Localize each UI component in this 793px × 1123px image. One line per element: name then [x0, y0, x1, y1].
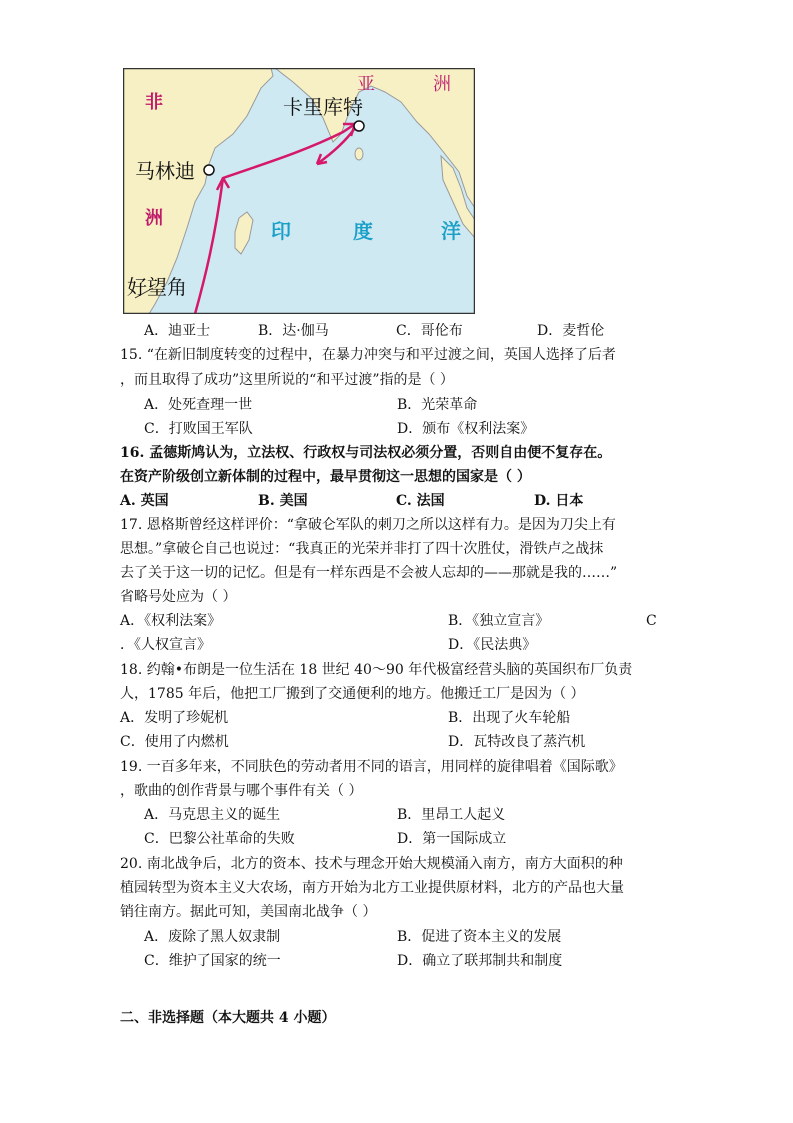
sri-lanka: [355, 148, 363, 160]
q19-option-a: A．马克思主义的诞生: [144, 807, 281, 823]
label-asia-2: 洲: [433, 74, 451, 95]
q20-option-b: B．促进了资本主义的发展: [397, 929, 562, 945]
label-indian-1: 印: [271, 219, 291, 243]
q16-stem-line2: 在资产阶级创立新体制的过程中，最早贯彻这一思想的国家是（ ）: [120, 469, 531, 485]
q17-option-b: B．《独立宣言》: [448, 613, 550, 629]
q16-stem-line1: 16. 孟德斯鸠认为，立法权、行政权与司法权必须分置，否则自由便不复存在。: [120, 445, 612, 461]
q14-option-b: B．达·伽马: [258, 323, 329, 339]
label-indian-2: 度: [353, 219, 373, 243]
q17-option-a: A．《权利法案》: [120, 613, 222, 629]
label-indian-3: 洋: [441, 219, 461, 243]
q18-option-d: D．瓦特改良了蒸汽机: [448, 734, 586, 750]
q15-option-c: C．打败国王军队: [144, 421, 253, 437]
q18-stem-line1: 18. 约翰•布朗是一位生活在 18 世纪 40～90 年代极富经营头脑的英国织布厂负责: [120, 662, 633, 678]
q19-option-d: D．第一国际成立: [397, 831, 507, 847]
q20-option-d: D．确立了联邦制共和制度: [397, 953, 563, 969]
q20-option-a: A．废除了黑人奴隶制: [144, 929, 281, 945]
label-malindi: 马林迪: [135, 159, 195, 183]
route-map: [123, 68, 475, 314]
calicut-marker: [354, 121, 364, 131]
q16-option-c: C. 法国: [396, 493, 445, 509]
q14-option-c: C．哥伦布: [396, 323, 463, 339]
q18-option-a: A．发明了珍妮机: [120, 710, 229, 726]
q15-stem-line2: ，而且取得了成功”这里所说的“和平过渡”指的是（ ）: [120, 372, 454, 388]
q18-stem-line2: 人，1785 年后，他把工厂搬到了交通便利的地方。他搬迁工厂是因为（ ）: [120, 686, 585, 702]
q19-option-c: C．巴黎公社革命的失败: [144, 831, 295, 847]
q15-stem-line1: 15. “在新旧制度转变的过程中，在暴力冲突与和平过渡之间，英国人选择了后者: [120, 347, 616, 363]
section-two-title: 二、非选择题（本大题共 4 小题）: [120, 1010, 336, 1026]
map-svg: [123, 68, 475, 314]
q20-option-c: C．维护了国家的统一: [144, 953, 281, 969]
q18-option-b: B．出现了火车轮船: [448, 710, 571, 726]
q17-option-c: ．《人权宣言》: [120, 637, 211, 653]
q17-option-c-letter: C: [646, 613, 657, 629]
label-calicut: 卡里库特: [283, 95, 363, 119]
malindi-marker: [204, 165, 214, 175]
q19-stem-line1: 19. 一百多年来，不同肤色的劳动者用不同的语言，用同样的旋律唱着《国际歌》: [120, 759, 623, 775]
q19-stem-line2: ，歌曲的创作背景与哪个事件有关（ ）: [120, 783, 363, 799]
label-asia-1: 亚: [357, 74, 375, 95]
q16-option-d: D. 日本: [534, 493, 584, 509]
q16-option-b: B. 美国: [258, 493, 308, 509]
q15-option-a: A．处死查理一世: [144, 397, 253, 413]
q17-stem-line2: 思想。”拿破仑自己也说过：“我真正的光荣并非打了四十次胜仗，滑铁卢之战抹: [120, 541, 604, 557]
q17-stem-line4: 省略号处应为（ ）: [120, 589, 237, 605]
q17-option-d: D．《民法典》: [448, 637, 537, 653]
q14-option-a: A．迪亚士: [144, 323, 211, 339]
label-africa-2: 洲: [145, 208, 163, 229]
q20-stem-line3: 销往南方。据此可知，美国南北战争（ ）: [120, 904, 377, 920]
q20-stem-line1: 20. 南北战争后，北方的资本、技术与理念开始大规模涌入南方，南方大面积的种: [120, 856, 623, 872]
label-cape: 好望角: [127, 275, 187, 299]
q14-option-d: D．麦哲伦: [537, 323, 605, 339]
label-africa-1: 非: [145, 92, 163, 113]
q17-stem-line1: 17. 恩格斯曾经这样评价：“拿破仑军队的刺刀之所以这样有力。是因为刀尖上有: [120, 517, 616, 533]
q15-option-b: B．光荣革命: [397, 397, 478, 413]
q19-option-b: B．里昂工人起义: [397, 807, 506, 823]
q20-stem-line2: 植园转型为资本主义大农场，南方开始为北方工业提供原材料，北方的产品也大量: [120, 880, 624, 896]
q18-option-c: C．使用了内燃机: [120, 734, 229, 750]
q16-option-a: A. 英国: [120, 493, 169, 509]
q15-option-d: D．颁布《权利法案》: [397, 421, 535, 437]
q17-stem-line3: 去了关于这一切的记忆。但是有一样东西是不会被人忘却的——那就是我的……”: [120, 565, 618, 581]
